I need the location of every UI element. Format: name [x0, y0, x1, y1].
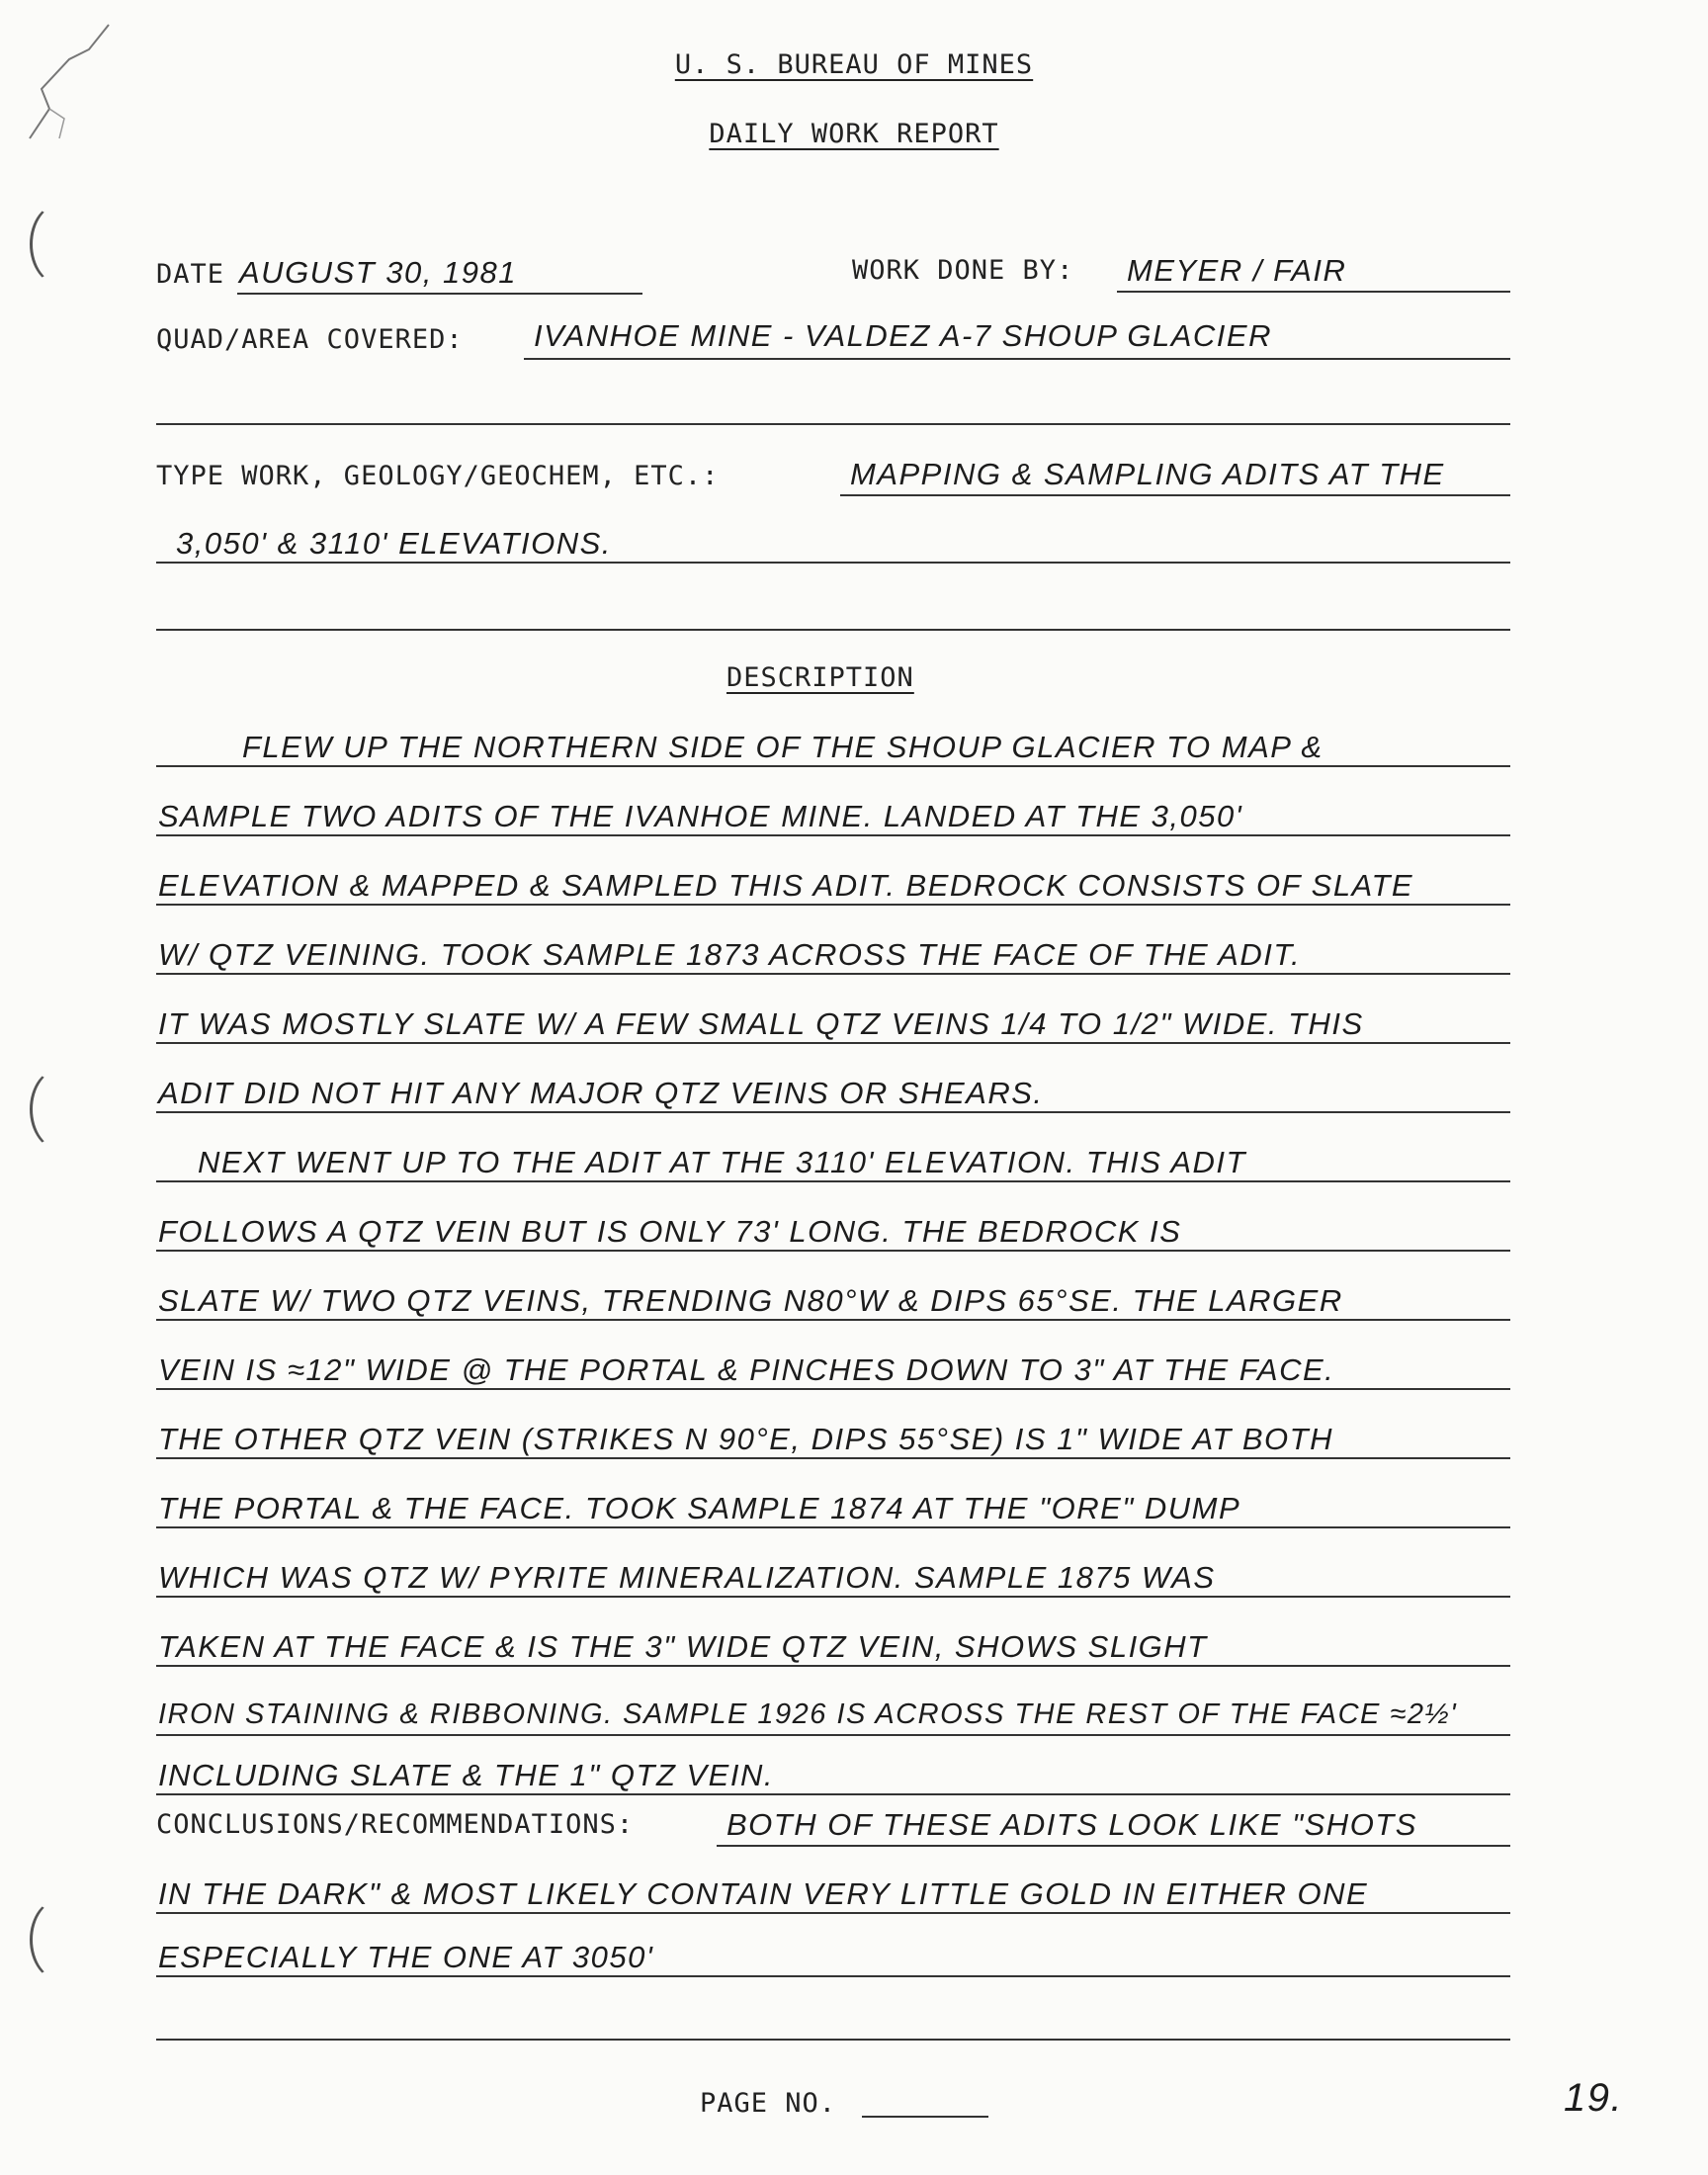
description-line: ADIT DID NOT HIT ANY MAJOR QTZ VEINS OR SHEARS. [158, 1076, 1044, 1110]
type-work-line-2: 3,050' & 3110' ELEVATIONS. [176, 526, 612, 561]
description-line: INCLUDING SLATE & THE 1" QTZ VEIN. [158, 1758, 774, 1792]
punch-hole-bottom [30, 1898, 92, 1981]
description-line: SAMPLE TWO ADITS OF THE IVANHOE MINE. LANDED AT THE 3,050' [158, 799, 1243, 833]
description-line: THE OTHER QTZ VEIN (STRIKES N 90°E, DIPS 55°SE) IS 1" WIDE AT BOTH [158, 1422, 1333, 1456]
description-line: TAKEN AT THE FACE & IS THE 3" WIDE QTZ VEIN, SHOWS SLIGHT [158, 1629, 1208, 1664]
date-value: AUGUST 30, 1981 [239, 255, 517, 290]
description-line: FLEW UP THE NORTHERN SIDE OF THE SHOUP GLACIER TO MAP & [242, 730, 1324, 764]
description-line: NEXT WENT UP TO THE ADIT AT THE 3110' ELEVATION. THIS ADIT [198, 1145, 1246, 1179]
conclusions-line-3: ESPECIALLY THE ONE AT 3050' [158, 1940, 654, 1974]
description-line: IRON STAINING & RIBBONING. SAMPLE 1926 IS ACROSS THE REST OF THE FACE ≈2½' [158, 1698, 1458, 1730]
description-line: THE PORTAL & THE FACE. TOOK SAMPLE 1874 AT THE "ORE" DUMP [158, 1491, 1241, 1525]
conclusions-line-2: IN THE DARK" & MOST LIKELY CONTAIN VERY LITTLE GOLD IN EITHER ONE [158, 1876, 1369, 1911]
description-line: WHICH WAS QTZ W/ PYRITE MINERALIZATION. SAMPLE 1875 WAS [158, 1560, 1216, 1595]
description-heading: DESCRIPTION [726, 662, 914, 693]
punch-hole-middle [30, 1068, 92, 1151]
type-work-label: TYPE WORK, GEOLOGY/GEOCHEM, ETC.: [156, 461, 720, 491]
type-work-line-1: MAPPING & SAMPLING ADITS AT THE [850, 457, 1445, 491]
conclusions-label: CONCLUSIONS/RECOMMENDATIONS: [156, 1809, 635, 1840]
description-line: W/ QTZ VEINING. TOOK SAMPLE 1873 ACROSS THE FACE OF THE ADIT. [158, 937, 1302, 972]
quad-value: IVANHOE MINE - VALDEZ A-7 SHOUP GLACIER [534, 318, 1272, 353]
work-done-by-label: WORK DONE BY: [852, 255, 1074, 286]
date-label: DATE [156, 259, 225, 290]
conclusions-line-1: BOTH OF THESE ADITS LOOK LIKE "SHOTS [726, 1807, 1417, 1842]
page-number-label: PAGE NO. [700, 2088, 837, 2119]
description-line: SLATE W/ TWO QTZ VEINS, TRENDING N80°W & DIPS 65°SE. THE LARGER [158, 1283, 1343, 1318]
description-line: FOLLOWS A QTZ VEIN BUT IS ONLY 73' LONG. THE BEDROCK IS [158, 1214, 1182, 1249]
form-title: DAILY WORK REPORT [709, 119, 999, 149]
page-mark: 19. [1564, 2076, 1624, 2120]
description-line: IT WAS MOSTLY SLATE W/ A FEW SMALL QTZ VEINS 1/4 TO 1/2" WIDE. THIS [158, 1006, 1364, 1041]
description-line: VEIN IS ≈12" WIDE @ THE PORTAL & PINCHES DOWN TO 3" AT THE FACE. [158, 1352, 1335, 1387]
description-line: ELEVATION & MAPPED & SAMPLED THIS ADIT. BEDROCK CONSISTS OF SLATE [158, 868, 1414, 903]
punch-hole-top [30, 203, 92, 286]
quad-label: QUAD/AREA COVERED: [156, 324, 464, 355]
agency-title: U. S. BUREAU OF MINES [674, 49, 1034, 80]
work-done-by-value: MEYER / FAIR [1127, 253, 1347, 288]
